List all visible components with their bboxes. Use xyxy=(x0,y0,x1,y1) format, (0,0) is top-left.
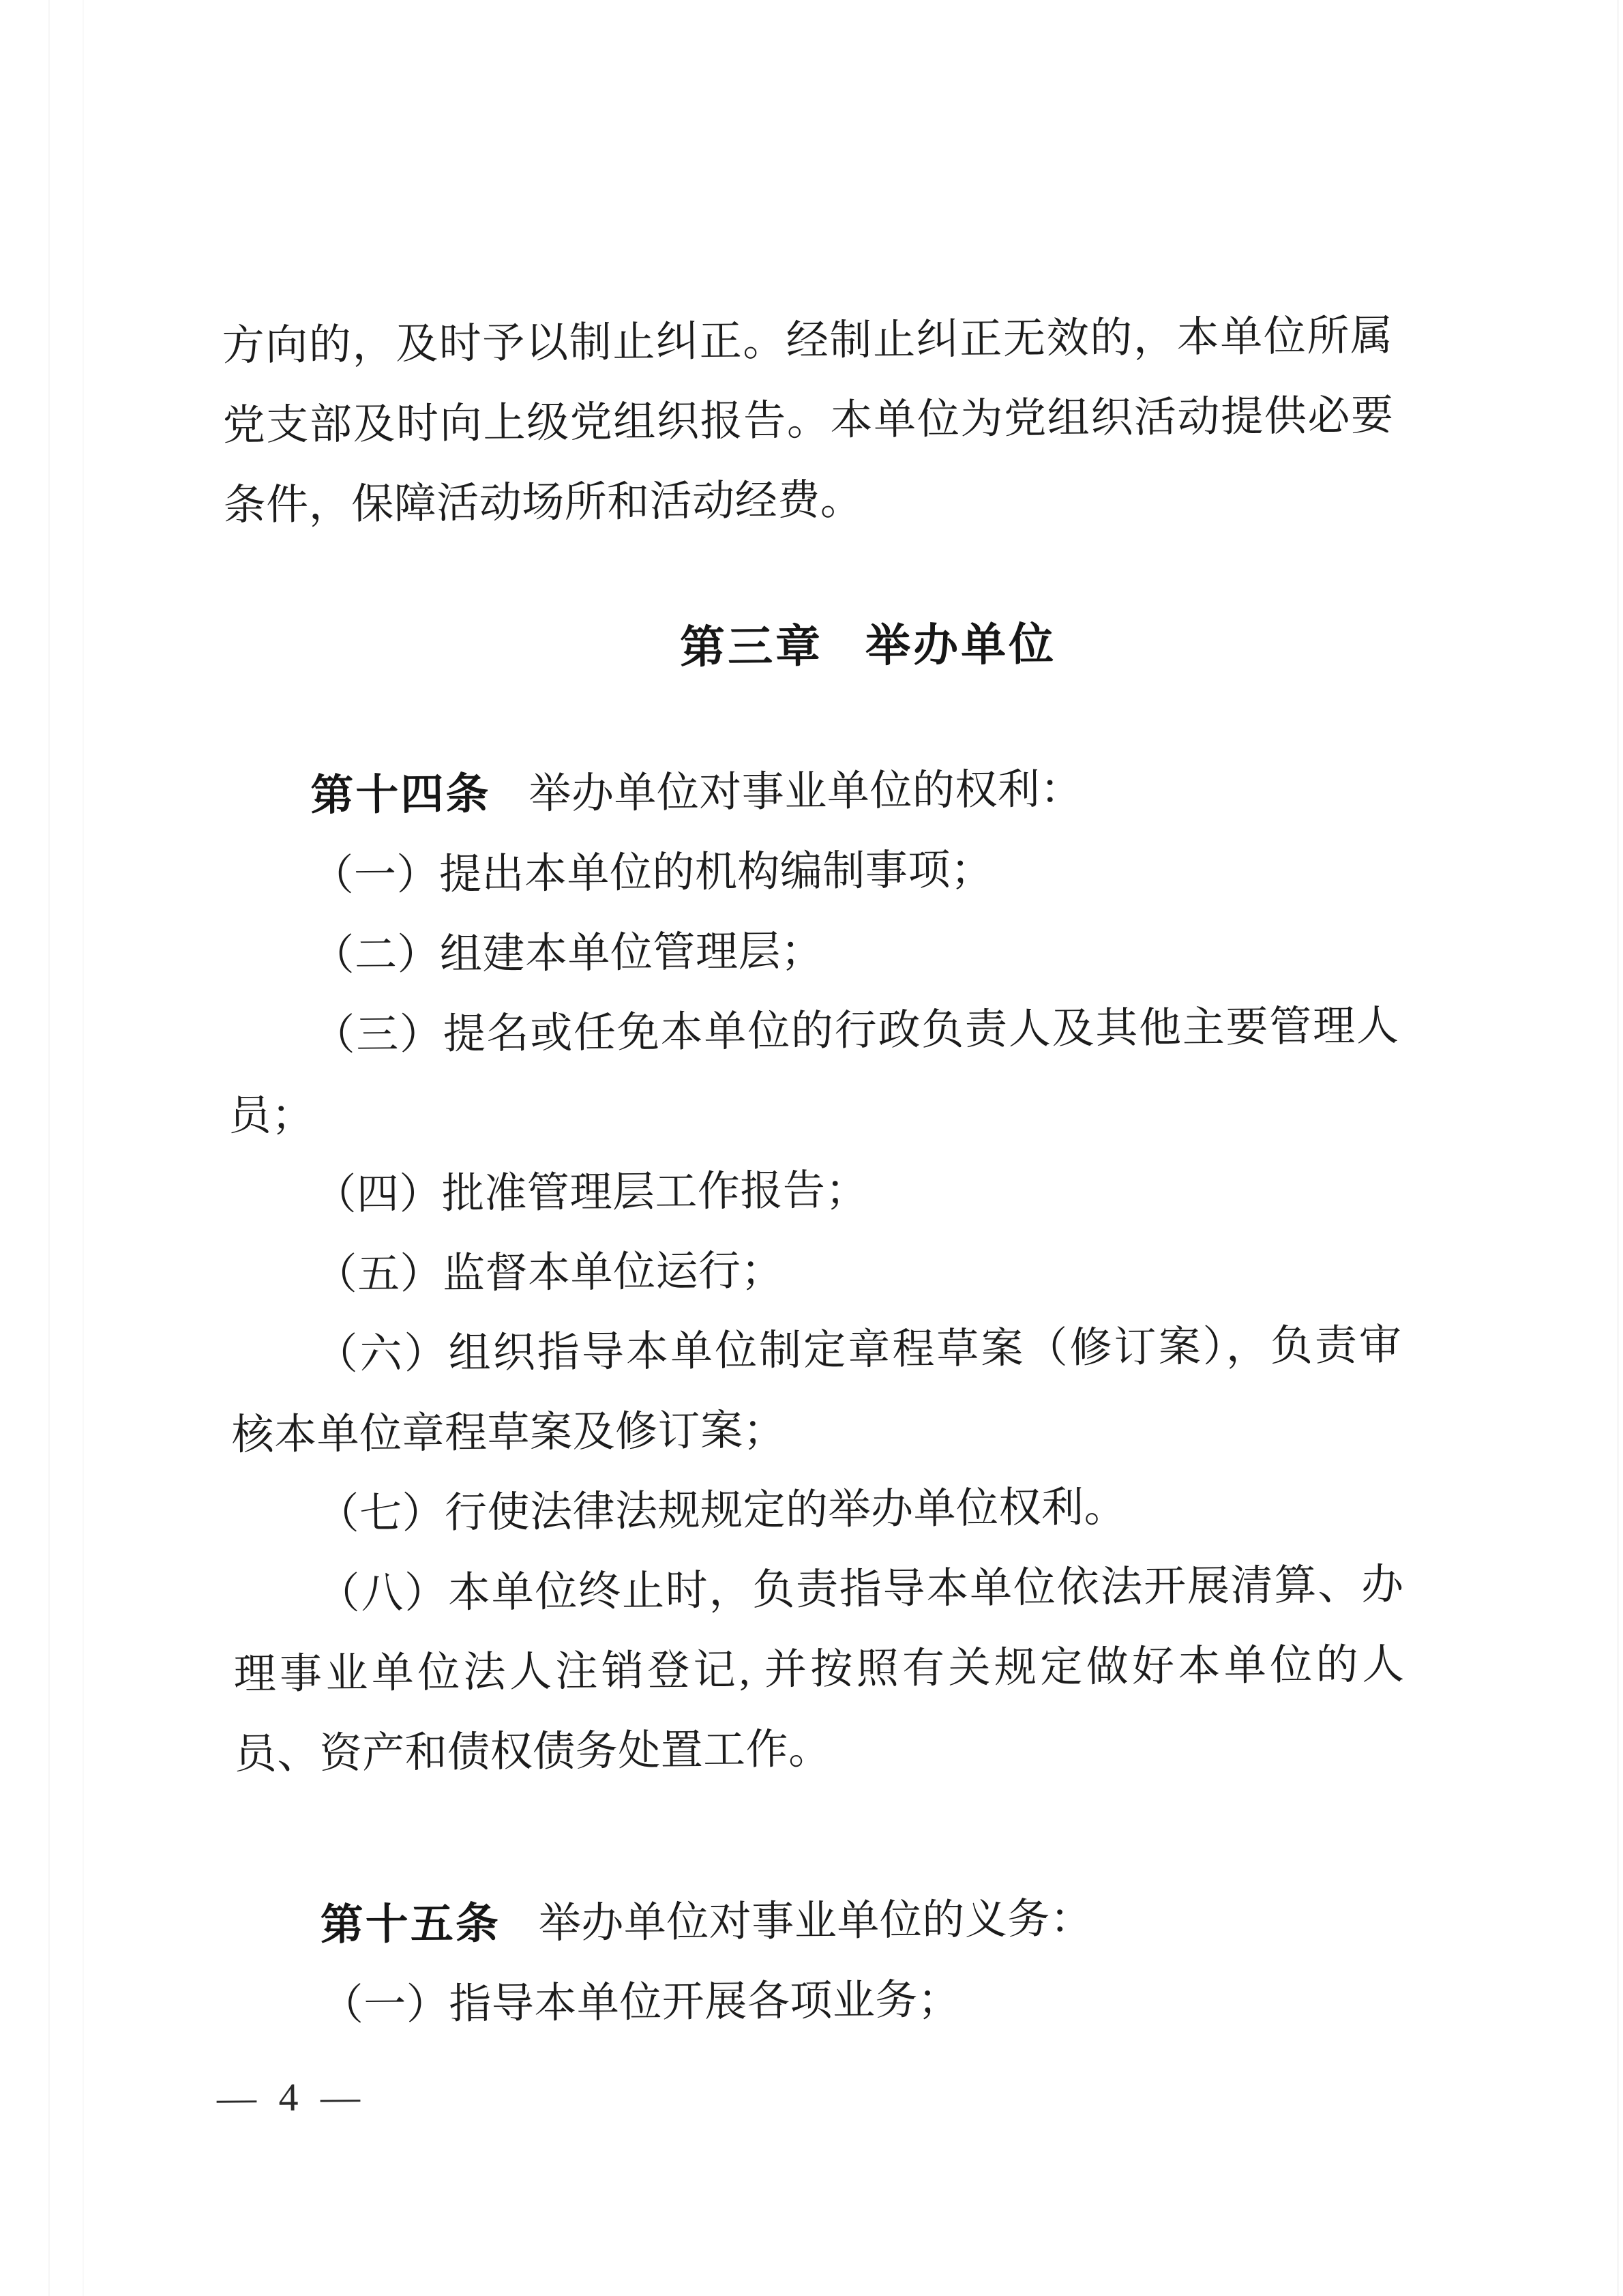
article-14-item-7: （七）行使法律法规规定的举办单位权利。 xyxy=(316,1484,1127,1538)
page-number: — 4 — xyxy=(216,2074,362,2120)
article-14-item-5: （五）监督本单位运行； xyxy=(314,1248,784,1299)
article-14-number: 第十四条 xyxy=(310,770,491,820)
article-15-lead xyxy=(235,1876,1407,1967)
chapter-title: 举办单位 xyxy=(865,618,1057,671)
chapter-number: 第三章 xyxy=(679,620,824,673)
article-14-lead xyxy=(226,747,1397,838)
article-14-intro: 举办单位对事业单位的权利： xyxy=(528,766,1084,818)
article-14-item-3: （三）提名或任免本单位的行政负责人及其他主要管理人员； xyxy=(228,1003,1399,1140)
continuation-paragraph: 方向的，及时予以制止纠正。经制止纠正无效的，本单位所属党支部及时向上级党组织报告。本单位为党组织活动提供必要条件，保障活动场所和活动经费。 xyxy=(222,312,1394,529)
chapter-heading xyxy=(282,601,1454,691)
article-15-item-1: （一）指导本单位开展各项业务； xyxy=(321,1977,961,2029)
article-14-item-4: （四）批准管理层工作报告； xyxy=(314,1167,869,1219)
article-15-number: 第十五条 xyxy=(320,1900,501,1949)
article-14-item-2: （二）组建本单位管理层； xyxy=(312,928,824,980)
article-14-item-6: （六）组织指导本单位制定章程草案（修订案），负责审核本单位章程草案及修订案； xyxy=(231,1322,1402,1459)
article-14-item-8: （八）本单位终止时，负责指导本单位依法开展清算、办理事业单位法人注销登记, 并按照有关规定做好本单位的人员、资产和债权债务处置工作。 xyxy=(233,1561,1405,1778)
article-15-intro: 举办单位对事业单位的义务： xyxy=(538,1896,1093,1947)
article-14-item-1: （一）提出本单位的机构编制事项； xyxy=(311,847,994,900)
